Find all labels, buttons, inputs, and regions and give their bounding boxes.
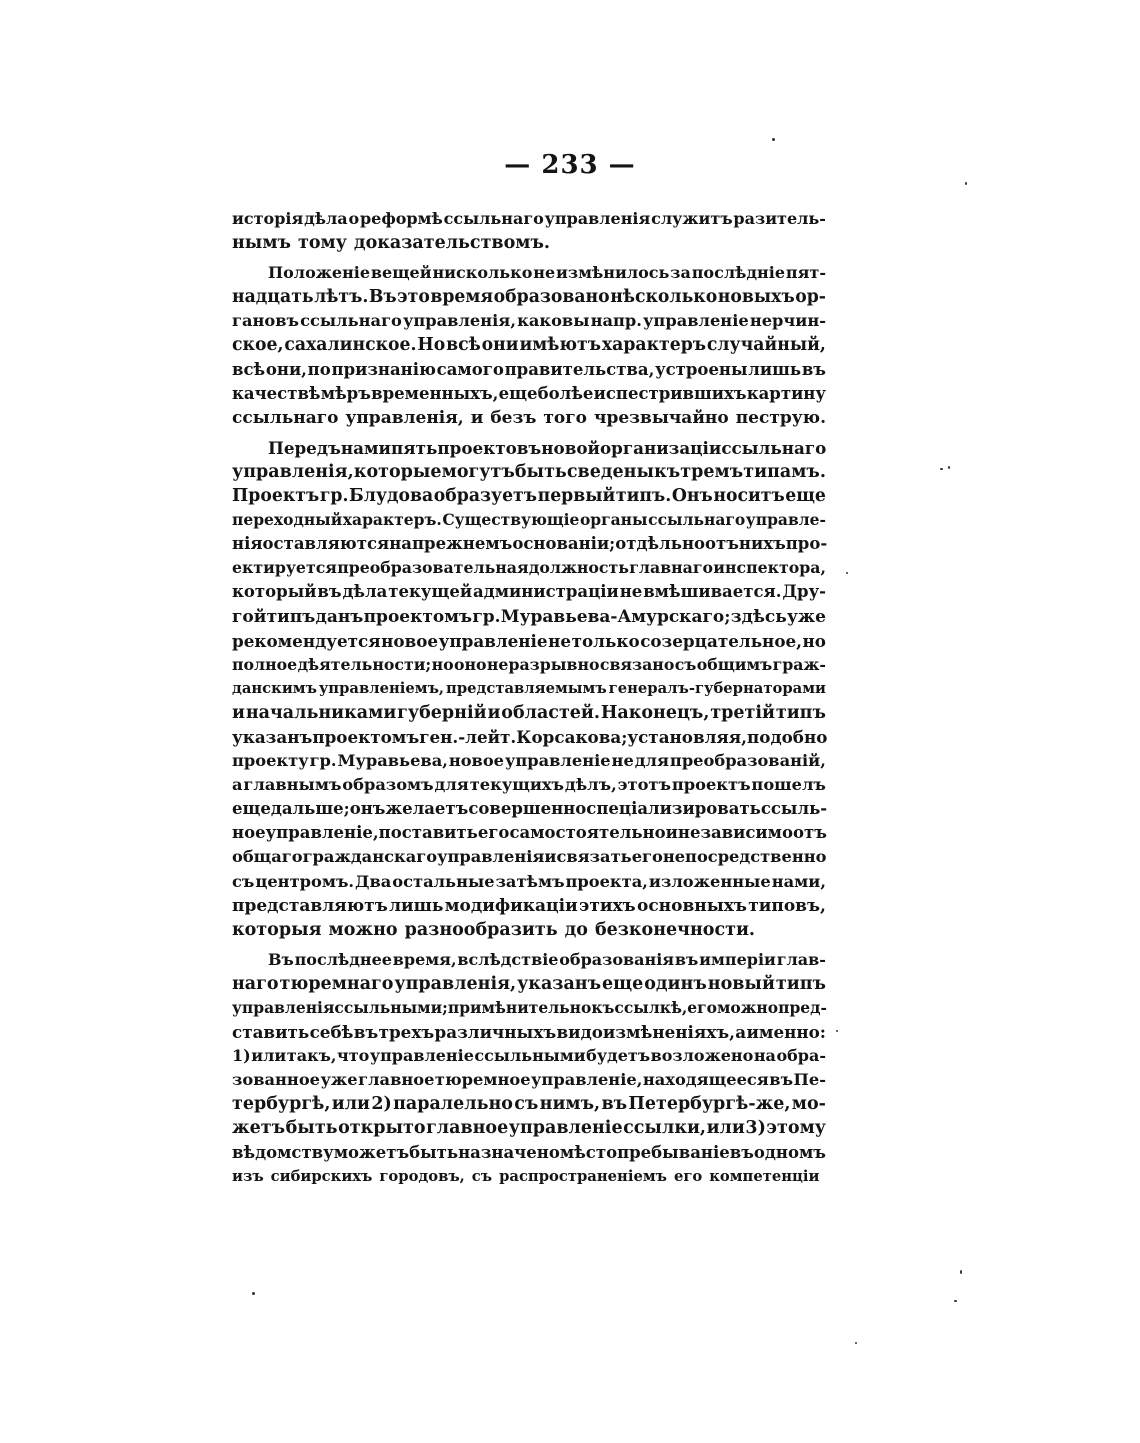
- text-line: зованное уже главное тюремное управленіе, находящееся въ Пе-: [232, 1070, 826, 1090]
- paragraph: [232, 436, 826, 942]
- text-line: и начальниками губерній и областей. Наконецъ, третій типъ: [232, 702, 826, 723]
- scan-speck: [960, 1270, 962, 1274]
- text-line: жетъ быть открыто главное управленіе ссылки, или 3) этому: [232, 1118, 826, 1139]
- text-line: которыя можно разнообразить до безконечности.: [232, 919, 756, 940]
- text-line: качествѣ мѣръ временныхъ, еще болѣе испестрившихъ картину: [232, 383, 826, 403]
- scan-speck: [252, 1292, 255, 1295]
- text-line: изъ сибирскихъ городовъ, съ распространеніемъ его компетенціи: [232, 1167, 820, 1185]
- text-line: ное управленіе, поставить его самостоятельно и независимо отъ: [232, 823, 827, 843]
- text-line: Въ послѣднее время, вслѣдствіе образованія въ имперіи глав-: [268, 949, 826, 969]
- text-line: наго тюремнаго управленія, указанъ еще одинъ новый типъ: [232, 973, 826, 994]
- text-line: указанъ проектомъ ген.-лейт. Корсакова; установляя, подобно: [232, 726, 828, 747]
- page-number: — 233 —: [504, 150, 636, 180]
- paragraph: [232, 948, 826, 1189]
- text-line: представляютъ лишь модификаціи этихъ основныхъ типовъ,: [232, 895, 826, 916]
- text-line: тербургѣ, или 2) паралельно съ нимъ, въ Петербургѣ-же, мо-: [232, 1094, 826, 1115]
- text-line: исторія дѣла о реформѣ ссыльнаго управленія служитъ разитель-: [232, 209, 826, 228]
- text-line: а главнымъ образомъ для текущихъ дѣлъ, этотъ проектъ пошелъ: [232, 775, 826, 795]
- paragraph: [232, 207, 826, 255]
- text-line: вѣдомству можетъ быть назначено мѣстопребываніе въ одномъ: [232, 1142, 826, 1162]
- text-line: который въ дѣла текущей администраціи не вмѣшивается. Дру-: [232, 582, 826, 602]
- text-line: ское, сахалинское. Но всѣ они имѣютъ характеръ случайный,: [232, 335, 826, 356]
- text-line: 1) или такъ, что управленіе ссыльными будетъ возложено на обра-: [232, 1046, 826, 1066]
- scan-speck: [772, 138, 775, 141]
- text-line: ставить себѣ въ трехъ различныхъ видоизмѣненіяхъ, а именно:: [232, 1022, 826, 1043]
- body-text: [232, 207, 826, 1189]
- text-line: Проектъ гр. Блудова образуетъ первый типъ. Онъ носитъ еще: [232, 486, 826, 507]
- text-line: Положеніе вещей нисколько не измѣнилось за послѣдніе пят-: [268, 263, 826, 283]
- text-line: ектируется преобразовательная должность главнаго инспектора,: [232, 558, 826, 578]
- paragraph: [232, 261, 826, 430]
- text-line: управленія, которые могутъ быть сведены къ тремъ типамъ.: [232, 461, 826, 482]
- text-line: полное дѣятельности; но оно неразрывно связано съ общимъ граж-: [232, 654, 826, 674]
- text-line: всѣ они, по признанію самого правительства, устроены лишь въ: [232, 359, 826, 379]
- text-line: гой типъ данъ проектомъ гр. Муравьева-Амурскаго; здѣсь уже: [232, 606, 826, 627]
- text-line: рекомендуется новое управленіе не только созерцательное, но: [232, 630, 826, 651]
- scan-speck: [940, 468, 943, 470]
- text-line: общаго гражданскаго управленія и связать его непосредственно: [232, 847, 827, 867]
- text-line: переходный характеръ. Существующіе органы ссыльнаго управле-: [232, 510, 826, 530]
- text-line: нія оставляются на прежнемъ основаніи; отдѣльно отъ нихъ про-: [232, 534, 828, 554]
- scan-speck: [965, 182, 967, 185]
- scan-speck: [836, 1030, 838, 1032]
- scan-speck: [954, 1300, 957, 1302]
- text-line: данскимъ управленіемъ, представляемымъ генералъ-губернаторами: [232, 679, 826, 697]
- text-line: проекту гр. Муравьева, новое управленіе не для преобразованій,: [232, 751, 826, 771]
- scan-speck: [846, 572, 848, 574]
- text-line: съ центромъ. Два остальные затѣмъ проекта, изложенные нами,: [232, 871, 826, 891]
- text-line: управленія ссыльными; примѣнительно къ ссылкѣ, его можно пред-: [232, 998, 827, 1017]
- text-line: нымъ тому доказательствомъ.: [232, 233, 550, 254]
- text-line: Передъ нами пять проектовъ новой организаціи ссыльнаго: [268, 437, 827, 458]
- text-line: ссыльнаго управленія, и безъ того чрезвычайно пеструю.: [232, 407, 826, 428]
- scan-speck: [855, 1342, 857, 1344]
- text-line: надцать лѣтъ. Въ это время образовано нѣсколько новыхъ ор-: [232, 287, 826, 308]
- scan-speck: [948, 466, 950, 469]
- text-line: еще дальше; онъ желаетъ совершенно спеціализировать ссыль-: [232, 799, 828, 819]
- text-line: гановъ ссыльнаго управленія, каковы напр. управленіе нерчин-: [232, 311, 826, 331]
